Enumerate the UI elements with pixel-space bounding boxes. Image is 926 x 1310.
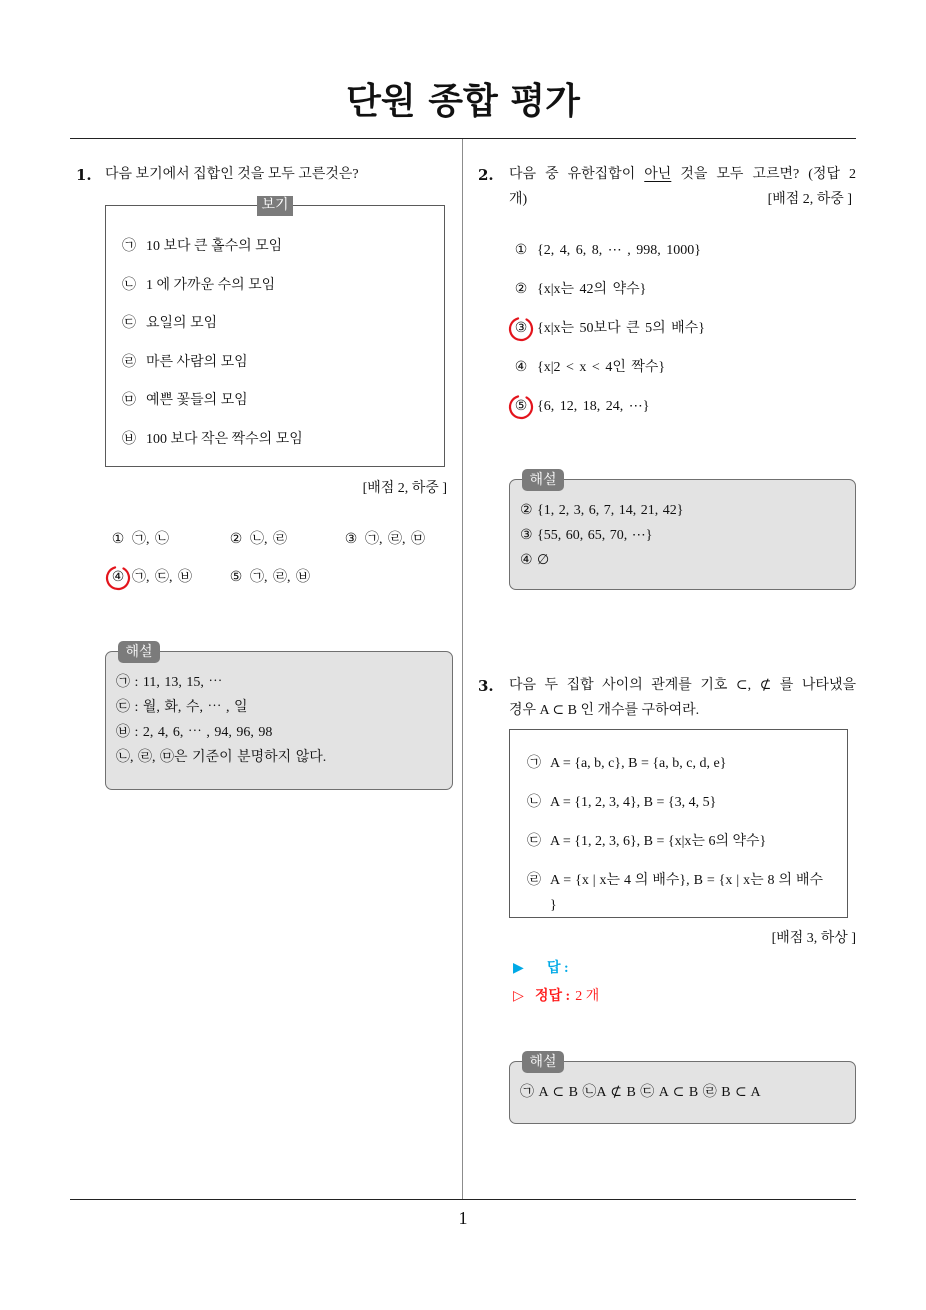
bogi-item-text: 예쁜 꽃들의 모임 <box>146 393 248 409</box>
bogi-item <box>122 276 444 315</box>
set-relation-list <box>510 730 847 918</box>
question-text-part: 개) <box>509 192 528 207</box>
option-number <box>513 241 529 261</box>
page-number: 1 <box>458 1208 468 1228</box>
question-score: [배점 2, 하중 ] <box>362 481 447 496</box>
set-relation-mark: ㉢ <box>527 834 541 849</box>
answer-option-5 <box>228 568 343 588</box>
bogi-item-text: 마른 사람의 모임 <box>146 354 248 370</box>
bogi-item-mark: ㉠ <box>122 239 136 254</box>
option-text: ㉠, ㉢, ㉥ <box>132 570 192 585</box>
option-text: {6, 12, 18, 24, ⋯} <box>537 399 650 414</box>
question-text: 다음 두 집합 사이의 관계를 기호 ⊂, ⊄ 를 나타냈을 <box>509 678 856 693</box>
question-number: 1. <box>76 166 92 184</box>
option-number-label: ④ <box>111 570 125 585</box>
option-number-label: ① <box>111 532 125 547</box>
option-number <box>513 358 529 378</box>
question-score: [배점 2, 하중 ] <box>767 192 852 207</box>
option-number <box>513 280 529 300</box>
option-number-label: ⑤ <box>514 399 528 414</box>
bogi-item-text: 1 에 가까운 수의 모임 <box>146 277 276 293</box>
outline-arrow-icon: ▷ <box>513 988 524 1004</box>
bogi-item <box>122 391 444 430</box>
option-number <box>513 397 529 417</box>
question-1 <box>70 160 460 800</box>
question-text: 경우 A ⊂ B 인 개수를 구하여라. <box>509 703 700 718</box>
set-relation-mark: ㉠ <box>527 756 541 771</box>
option-number <box>110 530 126 550</box>
correct-answer-line <box>513 986 599 1007</box>
option-number-label: ③ <box>344 532 358 547</box>
question-text <box>509 165 856 185</box>
option-number-label: ① <box>514 243 528 258</box>
bogi-item-mark: ㉤ <box>122 393 136 409</box>
question-text: 다음 보기에서 집합인 것을 모두 고른것은? <box>105 167 359 182</box>
set-relation-item <box>527 868 823 918</box>
option-number <box>110 568 126 588</box>
bogi-list <box>106 206 444 469</box>
option-text: {x|2 < x < 4인 짝수} <box>537 360 666 375</box>
answer-option-4 <box>513 358 705 397</box>
bogi-item-mark: ㉣ <box>122 354 136 370</box>
option-text: {x|x는 50보다 큰 5의 배수} <box>537 321 705 336</box>
explanation-line: ㉢ : 월, 화, 수, ⋯ , 일 <box>116 700 248 715</box>
option-text: ㉠, ㉡ <box>132 532 169 547</box>
option-number-label: ⑤ <box>229 570 243 585</box>
answer-mark-circle <box>507 315 535 343</box>
question-3 <box>470 670 860 1140</box>
set-relation-item <box>527 790 823 815</box>
option-number-label: ④ <box>514 360 528 375</box>
question-text-wrap-line <box>509 190 852 210</box>
answer-option-3 <box>343 530 453 550</box>
question-number: 3. <box>478 677 494 695</box>
bogi-item-mark: ㉥ <box>122 431 136 447</box>
bogi-item <box>122 430 444 469</box>
answer-options <box>513 241 705 436</box>
question-number: 2. <box>478 166 494 184</box>
correct-answer-value: 2 개 <box>575 989 600 1004</box>
option-number <box>343 530 359 550</box>
bogi-item <box>122 237 444 276</box>
answer-options <box>110 530 453 588</box>
bogi-item <box>122 314 444 353</box>
set-relation-text: A = {a, b, c}, B = {a, b, c, d, e} <box>550 756 727 771</box>
answer-option-1 <box>513 241 705 280</box>
answer-option-2 <box>228 530 343 550</box>
option-number-label: ② <box>229 532 243 547</box>
set-relation-item <box>527 751 823 776</box>
option-number-label: ② <box>514 282 528 297</box>
set-relation-text: A = {1, 2, 3, 6}, B = {x|x는 6의 약수} <box>550 834 767 849</box>
explanation-label: 해설 <box>522 1051 564 1073</box>
set-relation-text: A = {x | x는 4 의 배수}, B = {x | x는 8 의 배수 } <box>550 873 823 913</box>
question-text-part: 것을 모두 고르면? (정답 2 <box>671 167 856 182</box>
option-text: ㉡, ㉣ <box>250 532 287 547</box>
question-text-part: 다음 중 유한집합이 <box>509 167 645 182</box>
option-number <box>513 319 529 339</box>
bogi-item-mark: ㉢ <box>122 316 136 332</box>
answer-option-2 <box>513 280 705 319</box>
option-text: {x|x는 42의 약수} <box>537 282 647 297</box>
explanation-label: 해설 <box>118 641 160 663</box>
set-relation-text: A = {1, 2, 3, 4}, B = {3, 4, 5} <box>550 795 717 810</box>
explanation-box <box>509 1054 856 1124</box>
answer-option-1 <box>110 530 228 550</box>
option-number-label: ③ <box>514 321 528 336</box>
explanation-lines <box>106 652 452 770</box>
bogi-item <box>122 353 444 392</box>
explanation-line: ④ ∅ <box>520 553 550 568</box>
question-2 <box>470 160 860 600</box>
set-relation-mark: ㉡ <box>527 795 541 810</box>
explanation-label: 해설 <box>522 469 564 491</box>
set-relation-mark: ㉣ <box>527 873 541 888</box>
answer-option-4 <box>110 568 228 588</box>
bogi-item-text: 10 보다 큰 홀수의 모임 <box>146 239 283 254</box>
bogi-box <box>105 198 445 467</box>
explanation-box <box>105 644 453 790</box>
set-relation-item <box>527 829 823 854</box>
explanation-line: ㉡, ㉣, ㉤은 기준이 분명하지 않다. <box>116 750 327 765</box>
footer-rule <box>70 1199 856 1200</box>
explanation-lines <box>510 480 855 573</box>
option-text: {2, 4, 6, 8, ⋯ , 998, 1000} <box>537 243 701 258</box>
option-text: ㉠, ㉣, ㉤ <box>365 532 425 547</box>
question-text-underlined: 아닌 <box>644 167 672 182</box>
explanation-line: ㉠ : 11, 13, 15, ⋯ <box>116 675 223 690</box>
play-arrow-icon: ▶ <box>513 960 524 976</box>
question-score: [배점 3, 하상 ] <box>771 931 856 946</box>
answer-option-3 <box>513 319 705 358</box>
correct-answer-label: 정답 : <box>535 989 571 1004</box>
answer-mark-circle <box>104 564 132 592</box>
answer-mark-circle <box>507 393 535 421</box>
explanation-box <box>509 472 856 590</box>
answer-label: 답 : <box>547 961 569 976</box>
title-rule <box>70 138 856 139</box>
answer-line <box>513 958 569 979</box>
option-number <box>228 568 244 588</box>
answer-option-5 <box>513 397 705 436</box>
explanation-line: ㉠ A ⊂ B ㉡A ⊄ B ㉢ A ⊂ B ㉣ B ⊂ A <box>520 1085 761 1100</box>
bogi-item-text: 요일의 모임 <box>146 316 218 332</box>
explanation-line: ② {1, 2, 3, 6, 7, 14, 21, 42} <box>520 503 684 518</box>
explanation-line: ③ {55, 60, 65, 70, ⋯} <box>520 528 653 543</box>
option-number <box>228 530 244 550</box>
option-text: ㉠, ㉣, ㉥ <box>250 570 310 585</box>
explanation-line: ㉥ : 2, 4, 6, ⋯ , 94, 96, 98 <box>116 725 273 740</box>
page-title: 단원 종합 평가 <box>346 81 580 122</box>
set-relation-box <box>509 729 848 918</box>
bogi-label: 보기 <box>257 196 293 216</box>
bogi-item-text: 100 보다 작은 짝수의 모임 <box>146 431 303 447</box>
column-divider <box>462 139 463 1199</box>
bogi-item-mark: ㉡ <box>122 277 136 293</box>
